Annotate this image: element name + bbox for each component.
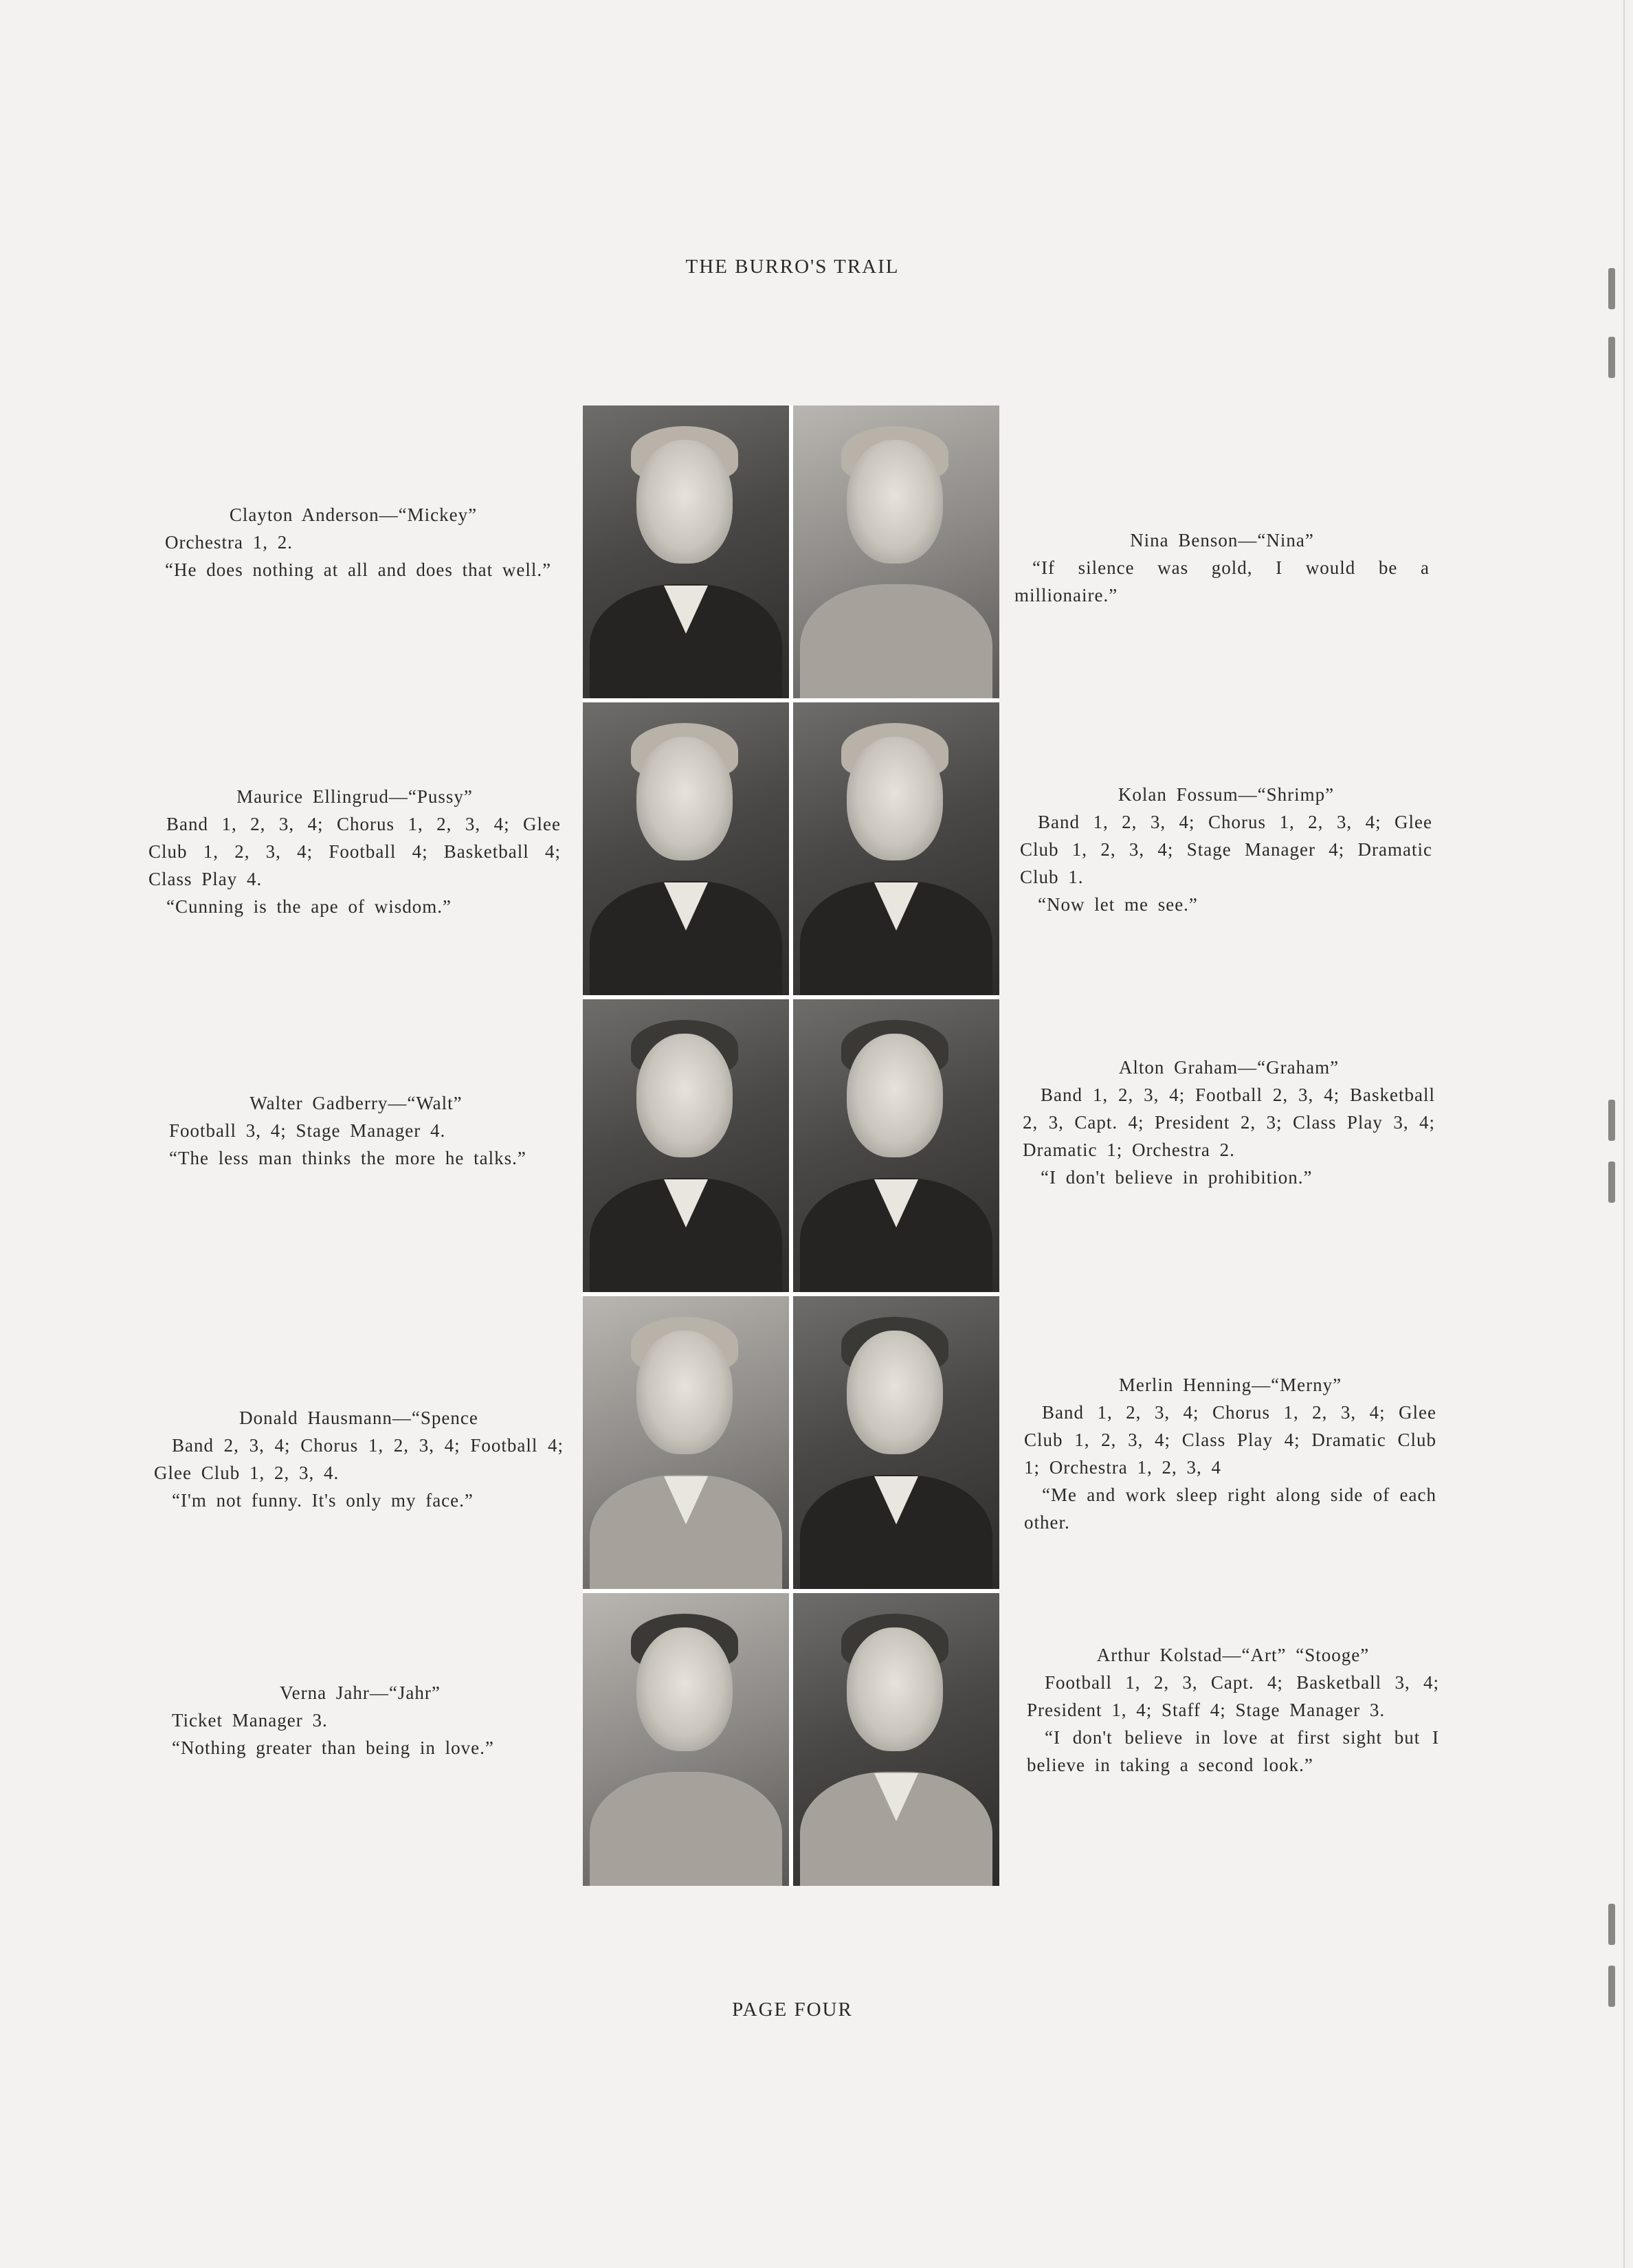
portrait-alton-graham [793,999,999,1292]
portrait-face [636,440,733,564]
portrait-face [847,1034,943,1157]
entry-activities: Band 2, 3, 4; Chorus 1, 2, 3, 4; Football 4; Glee Club 1, 2, 3, 4. [154,1435,564,1483]
portrait-donald-hausmann [583,1296,789,1589]
entry-quote: “I don't believe in prohibition.” [1041,1167,1313,1188]
portrait-face [636,1331,733,1454]
entry-activities: Band 1, 2, 3, 4; Chorus 1, 2, 3, 4; Glee Club 1, 2, 3, 4; Class Play 4; Dramatic Club 1; Orchestra 1, 2, 3, 4 [1024,1402,1436,1478]
entry-alton-graham [1023,1054,1435,1191]
page-edge [1623,0,1625,2268]
entry-quote: “Now let me see.” [1038,894,1198,915]
running-head: THE BURRO'S TRAIL [685,256,900,278]
entry-walter-gadberry [151,1089,561,1172]
entry-activities: Band 1, 2, 3, 4; Chorus 1, 2, 3, 4; Glee Club 1, 2, 3, 4; Football 4; Basketball 4; Class Play 4. [148,814,561,889]
portrait-arthur-kolstad [793,1593,999,1886]
portrait-face [636,1627,733,1751]
binding-staple [1608,1904,1615,1945]
portrait-face [636,737,733,860]
portrait-face [636,1034,733,1157]
entry-quote: “Nothing greater than being in love.” [172,1737,494,1758]
entry-name: Verna Jahr—“Jahr” [280,1682,441,1703]
portrait-face [847,1331,943,1454]
entry-quote: “I'm not funny. It's only my face.” [172,1490,474,1511]
binding-staple [1608,337,1615,378]
entry-verna-jahr [154,1679,566,1761]
entry-name: Nina Benson—“Nina” [1130,530,1314,551]
portrait-kolan-fossum [793,702,999,995]
entry-name: Arthur Kolstad—“Art” “Stooge” [1096,1645,1370,1665]
entry-name: Merlin Henning—“Merny” [1118,1375,1342,1395]
entry-quote: “Cunning is the ape of wisdom.” [166,896,452,917]
portrait-dress [590,1772,782,1886]
entry-activities: Orchestra 1, 2. [165,532,293,553]
entry-merlin-henning [1024,1371,1436,1536]
entry-activities: Ticket Manager 3. [172,1710,328,1731]
entry-name: Alton Graham—“Graham” [1118,1057,1340,1078]
entry-donald-hausmann [154,1404,564,1514]
entry-arthur-kolstad [1027,1641,1439,1779]
binding-staple [1608,1161,1615,1203]
binding-staple [1608,268,1615,309]
portrait-nina-benson [793,405,999,698]
portrait-grid [583,405,999,1886]
binding-staple [1608,1966,1615,2007]
page-number: PAGE FOUR [732,1999,853,2021]
entry-activities: Football 3, 4; Stage Manager 4. [169,1120,446,1141]
entry-maurice-ellingrud [148,783,561,920]
entry-quote: “The less man thinks the more he talks.” [169,1148,526,1168]
entry-quote: “If silence was gold, I would be a millionaire.” [1014,557,1430,605]
entry-activities: Band 1, 2, 3, 4; Chorus 1, 2, 3, 4; Glee Club 1, 2, 3, 4; Stage Manager 4; Dramatic Club 1. [1020,812,1432,887]
portrait-blouse [800,584,992,698]
portrait-face [847,1627,943,1751]
entry-kolan-fossum [1020,781,1432,918]
portrait-clayton-anderson [583,405,789,698]
binding-staple [1608,1100,1615,1141]
entry-quote: “Me and work sleep right along side of each other. [1024,1485,1436,1533]
entry-clayton-anderson [147,501,559,583]
entry-name: Maurice Ellingrud—“Pussy” [236,786,473,807]
entry-name: Walter Gadberry—“Walt” [249,1093,463,1113]
entry-quote: “I don't believe in love at first sight but I believe in taking a second look.” [1027,1727,1439,1775]
portrait-maurice-ellingrud [583,702,789,995]
entry-quote: “He does nothing at all and does that well.” [165,559,552,580]
entry-activities: Football 1, 2, 3, Capt. 4; Basketball 3, 4; President 1, 4; Staff 4; Stage Manager 3. [1027,1672,1439,1720]
entry-name: Clayton Anderson—“Mickey” [229,504,478,525]
entry-activities: Band 1, 2, 3, 4; Football 2, 3, 4; Basketball 2, 3, Capt. 4; President 2, 3; Class Play 3, 4; Dramatic 1; Orchestra 2. [1023,1085,1435,1160]
entry-name: Donald Hausmann—“Spence [239,1408,478,1428]
portrait-walter-gadberry [583,999,789,1292]
entry-name: Kolan Fossum—“Shrimp” [1118,784,1335,805]
portrait-verna-jahr [583,1593,789,1886]
portrait-merlin-henning [793,1296,999,1589]
portrait-face [847,440,943,564]
entry-nina-benson [1014,526,1430,609]
portrait-face [847,737,943,860]
